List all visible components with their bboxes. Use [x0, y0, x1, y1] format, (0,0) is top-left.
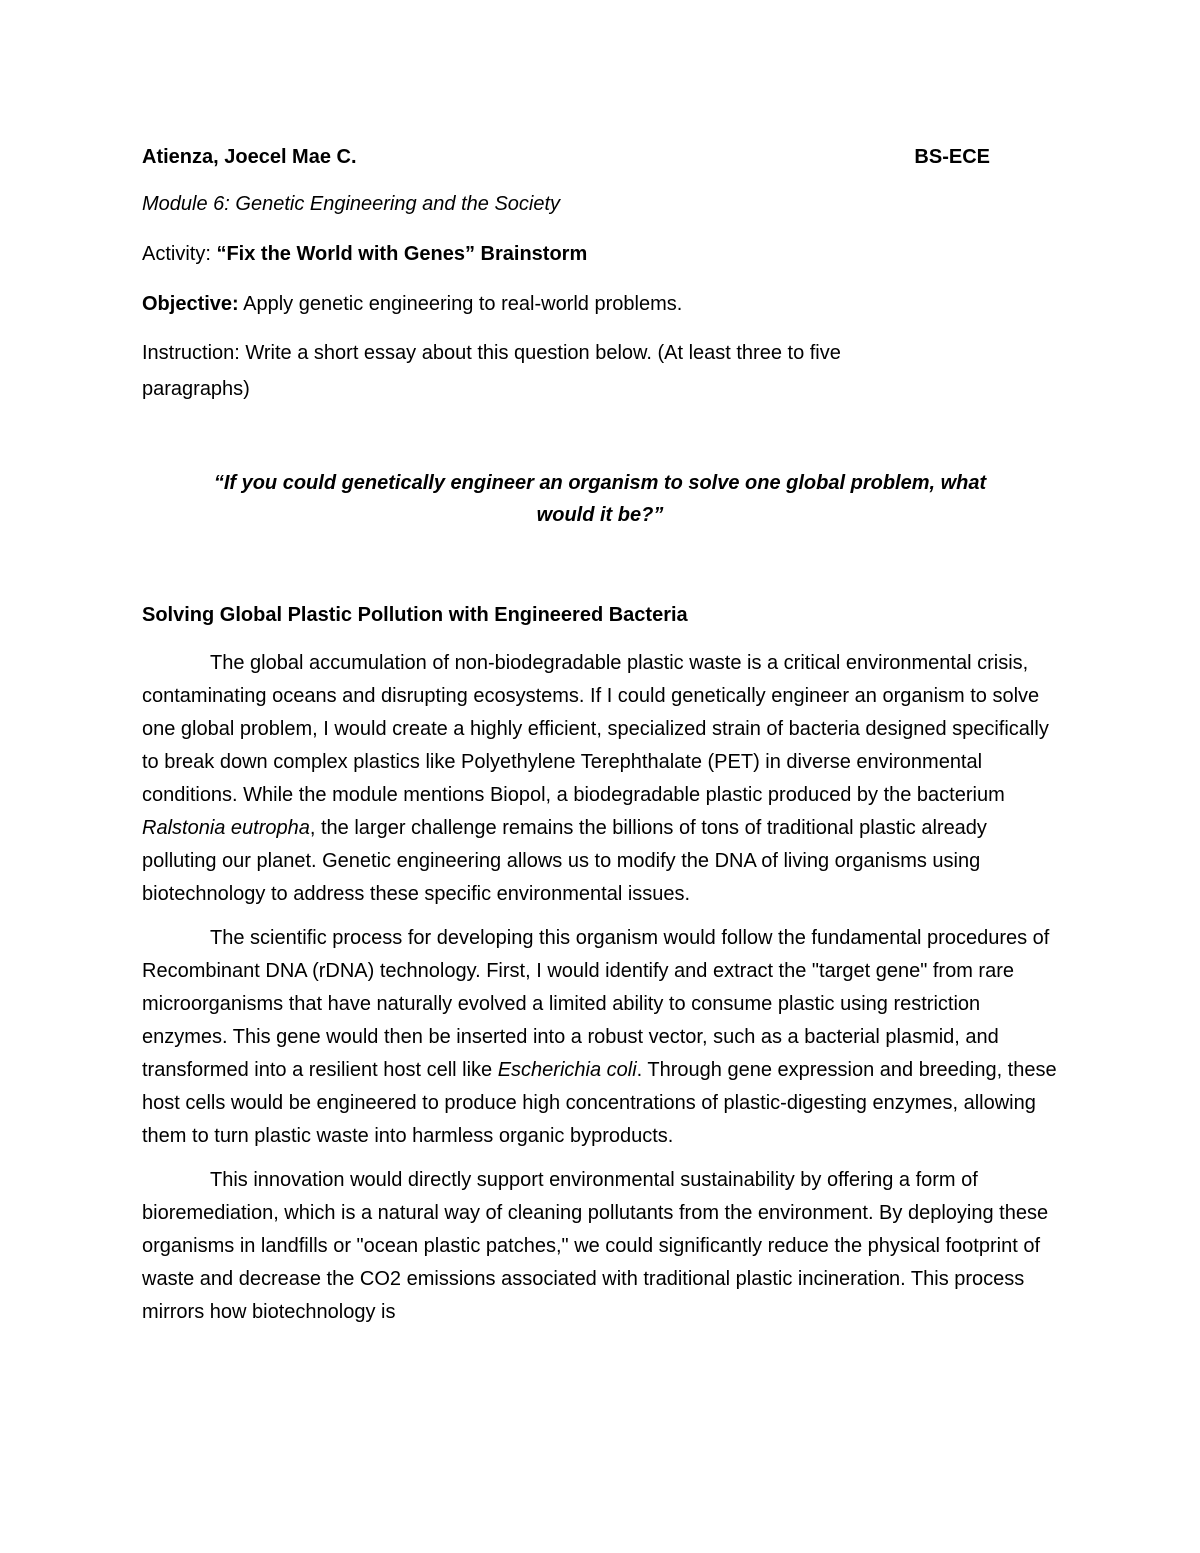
paragraph-2-text-b: . Through gene expression and breeding, these host cells would be engineered to produce high concentrations of plastic-digesting enzymes, allowing them to turn plastic waste into harmless organic byproducts. — [142, 1059, 1057, 1147]
paragraph-3-text: This innovation would directly support environmental sustainability by offering a form of bioremediation, which is a natural way of cleaning pollutants from the environment. By deploying these organisms in landfills or "ocean plastic patches," we could significantly reduce the physical footprint of waste and decrease the CO2 emissions associated with traditional plastic incineration. This process mirrors how biotechnology is — [142, 1169, 1049, 1323]
question-line-1: “If you could genetically engineer an organism to solve one global problem, what — [213, 472, 987, 494]
essay-title: Solving Global Plastic Pollution with Engineered Bacteria — [142, 604, 688, 626]
instruction-line-1: Instruction: Write a short essay about this question below. (At least three to five — [142, 342, 841, 364]
activity-line — [142, 242, 587, 266]
paragraph-1-species: Ralstonia eutropha — [142, 817, 310, 839]
student-name: Atienza, Joecel Mae C. — [142, 146, 357, 168]
essay-body — [142, 647, 1058, 1329]
essay-question — [142, 467, 1058, 531]
program-code: BS-ECE — [914, 146, 990, 168]
paragraph-2-species: Escherichia coli — [497, 1059, 637, 1081]
activity-prefix: Activity: — [142, 243, 217, 265]
paragraph-1-text-a: The global accumulation of non-biodegradable plastic waste is a critical environmental crisis, contaminating oceans and disrupting ecosystems. If I could genetically engineer an organism to solve one global problem, I would create a highly efficient, specialized strain of bacteria designed specifically to break down complex plastics like Polyethylene Terephthalate (PET) in diverse environmental conditions. While the module mentions Biopol, a biodegradable plastic produced by the bacterium — [142, 652, 1049, 806]
question-line-2: would it be?” — [536, 504, 664, 526]
essay-paragraph-3 — [142, 1164, 1058, 1329]
paragraph-1-text-b: , the larger challenge remains the billions of tons of traditional plastic already polluting our planet. Genetic engineering allows us to modify the DNA of living organisms using biotechnology to address these specific environmental issues. — [142, 817, 987, 905]
objective-label: Objective: — [142, 293, 239, 315]
objective-text: Apply genetic engineering to real-world problems. — [238, 293, 683, 315]
essay-paragraph-1 — [142, 647, 1058, 911]
document-header — [142, 143, 990, 171]
objective-line — [142, 292, 682, 316]
paragraph-2-text-a: The scientific process for developing this organism would follow the fundamental procedures of Recombinant DNA (rDNA) technology. First, I would identify and extract the "target gene" from rare microorganisms that have naturally evolved a limited ability to consume plastic using restriction enzymes. This gene would then be inserted into a robust vector, such as a bacterial plasmid, and transformed into a resilient host cell like — [142, 927, 1050, 1081]
essay-paragraph-2 — [142, 922, 1058, 1153]
module-title: Module 6: Genetic Engineering and the Society — [142, 193, 561, 215]
activity-title: “Fix the World with Genes” Brainstorm — [216, 243, 588, 265]
instruction-line-2: paragraphs) — [142, 378, 250, 400]
